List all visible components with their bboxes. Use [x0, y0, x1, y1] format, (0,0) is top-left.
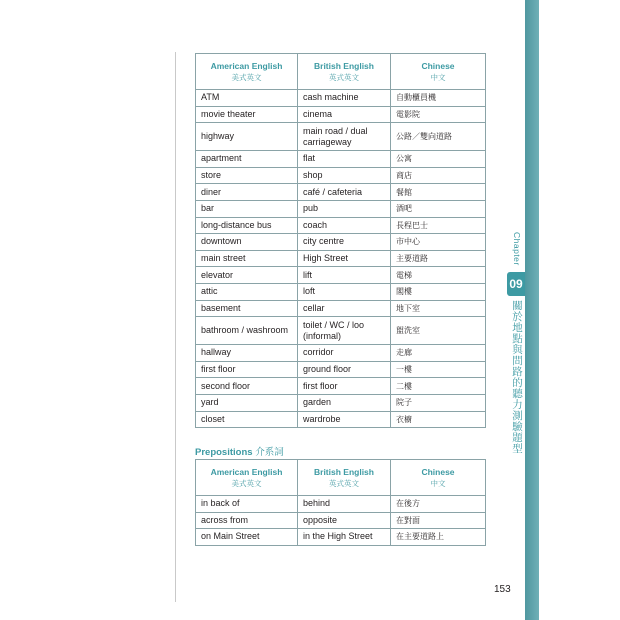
- british-term: cash machine: [298, 90, 391, 107]
- american-term: long-distance bus: [196, 217, 298, 234]
- american-term: ATM: [196, 90, 298, 107]
- american-term: yard: [196, 394, 298, 411]
- chapter-number: 09: [507, 272, 525, 296]
- table-row: [196, 90, 486, 107]
- header-chinese-zh: 中文: [430, 479, 446, 488]
- table-header-row: [196, 460, 486, 496]
- chinese-term: 公寓: [391, 151, 486, 168]
- british-term: loft: [298, 283, 391, 300]
- header-american: [196, 460, 298, 496]
- american-term: bar: [196, 200, 298, 217]
- american-term: on Main Street: [196, 529, 298, 546]
- places-vocab-table: [195, 53, 486, 428]
- american-term: elevator: [196, 267, 298, 284]
- table-row: [196, 283, 486, 300]
- table-row: [196, 106, 486, 123]
- british-term: behind: [298, 496, 391, 513]
- british-term: first floor: [298, 378, 391, 395]
- header-british-label: British English: [314, 61, 374, 71]
- page-number: 153: [494, 584, 511, 595]
- table-row: [196, 167, 486, 184]
- british-term: corridor: [298, 345, 391, 362]
- chinese-term: 自動櫃員機: [391, 90, 486, 107]
- header-american-zh: 美式英文: [231, 479, 262, 488]
- american-term: store: [196, 167, 298, 184]
- table-row: [196, 378, 486, 395]
- american-term: highway: [196, 123, 298, 151]
- header-chinese-label: Chinese: [421, 61, 455, 71]
- table-row: [196, 184, 486, 201]
- chinese-term: 主要道路: [391, 250, 486, 267]
- chinese-term: 走廊: [391, 345, 486, 362]
- chapter-tab-bar: [525, 0, 539, 620]
- table-row: [196, 234, 486, 251]
- american-term: bathroom / washroom: [196, 317, 298, 345]
- header-chinese-zh: 中文: [430, 73, 446, 82]
- table-row: [196, 317, 486, 345]
- british-term: city centre: [298, 234, 391, 251]
- chinese-term: 一樓: [391, 361, 486, 378]
- header-american-label: American English: [210, 467, 283, 477]
- chinese-term: 二樓: [391, 378, 486, 395]
- chinese-term: 電影院: [391, 106, 486, 123]
- chinese-term: 長程巴士: [391, 217, 486, 234]
- table-row: [196, 394, 486, 411]
- prepositions-heading-zh: 介系詞: [255, 447, 284, 458]
- table-row: [196, 200, 486, 217]
- table-row: [196, 123, 486, 151]
- header-british-zh: 英式英文: [329, 73, 359, 82]
- table-row: [196, 529, 486, 546]
- prepositions-vocab-table: [195, 459, 486, 546]
- header-british: [298, 54, 391, 90]
- chinese-term: 在後方: [391, 496, 486, 513]
- chinese-term: 在對面: [391, 512, 486, 529]
- american-term: downtown: [196, 234, 298, 251]
- table-row: [196, 267, 486, 284]
- british-term: shop: [298, 167, 391, 184]
- american-term: movie theater: [196, 106, 298, 123]
- british-term: garden: [298, 394, 391, 411]
- chinese-term: 院子: [391, 394, 486, 411]
- table-row: [196, 151, 486, 168]
- british-term: flat: [298, 151, 391, 168]
- header-american: [196, 54, 298, 90]
- american-term: hallway: [196, 345, 298, 362]
- header-british-label: British English: [314, 467, 374, 477]
- header-chinese: [391, 460, 486, 496]
- header-american-zh: 美式英文: [231, 73, 262, 82]
- header-american-label: American English: [210, 61, 283, 71]
- table-row: [196, 217, 486, 234]
- british-term: cellar: [298, 300, 391, 317]
- prepositions-heading-en: Prepositions: [195, 447, 253, 458]
- header-chinese: [391, 54, 486, 90]
- table-row: [196, 250, 486, 267]
- chinese-term: 在主要道路上: [391, 529, 486, 546]
- american-term: closet: [196, 411, 298, 428]
- table-row: [196, 345, 486, 362]
- american-term: diner: [196, 184, 298, 201]
- chapter-word: Chapter: [512, 232, 522, 266]
- british-term: coach: [298, 217, 391, 234]
- british-term: High Street: [298, 250, 391, 267]
- table-row: [196, 411, 486, 428]
- margin-rule: [175, 52, 176, 602]
- chapter-title: 關於地點與問路的聽力測驗題型: [511, 300, 523, 454]
- british-term: opposite: [298, 512, 391, 529]
- british-term: cinema: [298, 106, 391, 123]
- table-row: [196, 496, 486, 513]
- chinese-term: 地下室: [391, 300, 486, 317]
- table-row: [196, 361, 486, 378]
- chinese-term: 市中心: [391, 234, 486, 251]
- chinese-term: 餐館: [391, 184, 486, 201]
- american-term: first floor: [196, 361, 298, 378]
- american-term: second floor: [196, 378, 298, 395]
- table-row: [196, 300, 486, 317]
- chinese-term: 公路／雙向道路: [391, 123, 486, 151]
- header-british: [298, 460, 391, 496]
- british-term: lift: [298, 267, 391, 284]
- header-chinese-label: Chinese: [421, 467, 455, 477]
- british-term: ground floor: [298, 361, 391, 378]
- chinese-term: 衣櫥: [391, 411, 486, 428]
- british-term: wardrobe: [298, 411, 391, 428]
- table-header-row: [196, 54, 486, 90]
- chinese-term: 盥洗室: [391, 317, 486, 345]
- british-term: in the High Street: [298, 529, 391, 546]
- chinese-term: 閣樓: [391, 283, 486, 300]
- british-term: main road / dual carriageway: [298, 123, 391, 151]
- british-term: pub: [298, 200, 391, 217]
- american-term: apartment: [196, 151, 298, 168]
- prepositions-heading: [195, 444, 284, 458]
- table-row: [196, 512, 486, 529]
- chinese-term: 商店: [391, 167, 486, 184]
- american-term: across from: [196, 512, 298, 529]
- chinese-term: 酒吧: [391, 200, 486, 217]
- american-term: main street: [196, 250, 298, 267]
- british-term: café / cafeteria: [298, 184, 391, 201]
- british-term: toilet / WC / loo (informal): [298, 317, 391, 345]
- chinese-term: 電梯: [391, 267, 486, 284]
- american-term: attic: [196, 283, 298, 300]
- american-term: basement: [196, 300, 298, 317]
- header-british-zh: 英式英文: [329, 479, 359, 488]
- american-term: in back of: [196, 496, 298, 513]
